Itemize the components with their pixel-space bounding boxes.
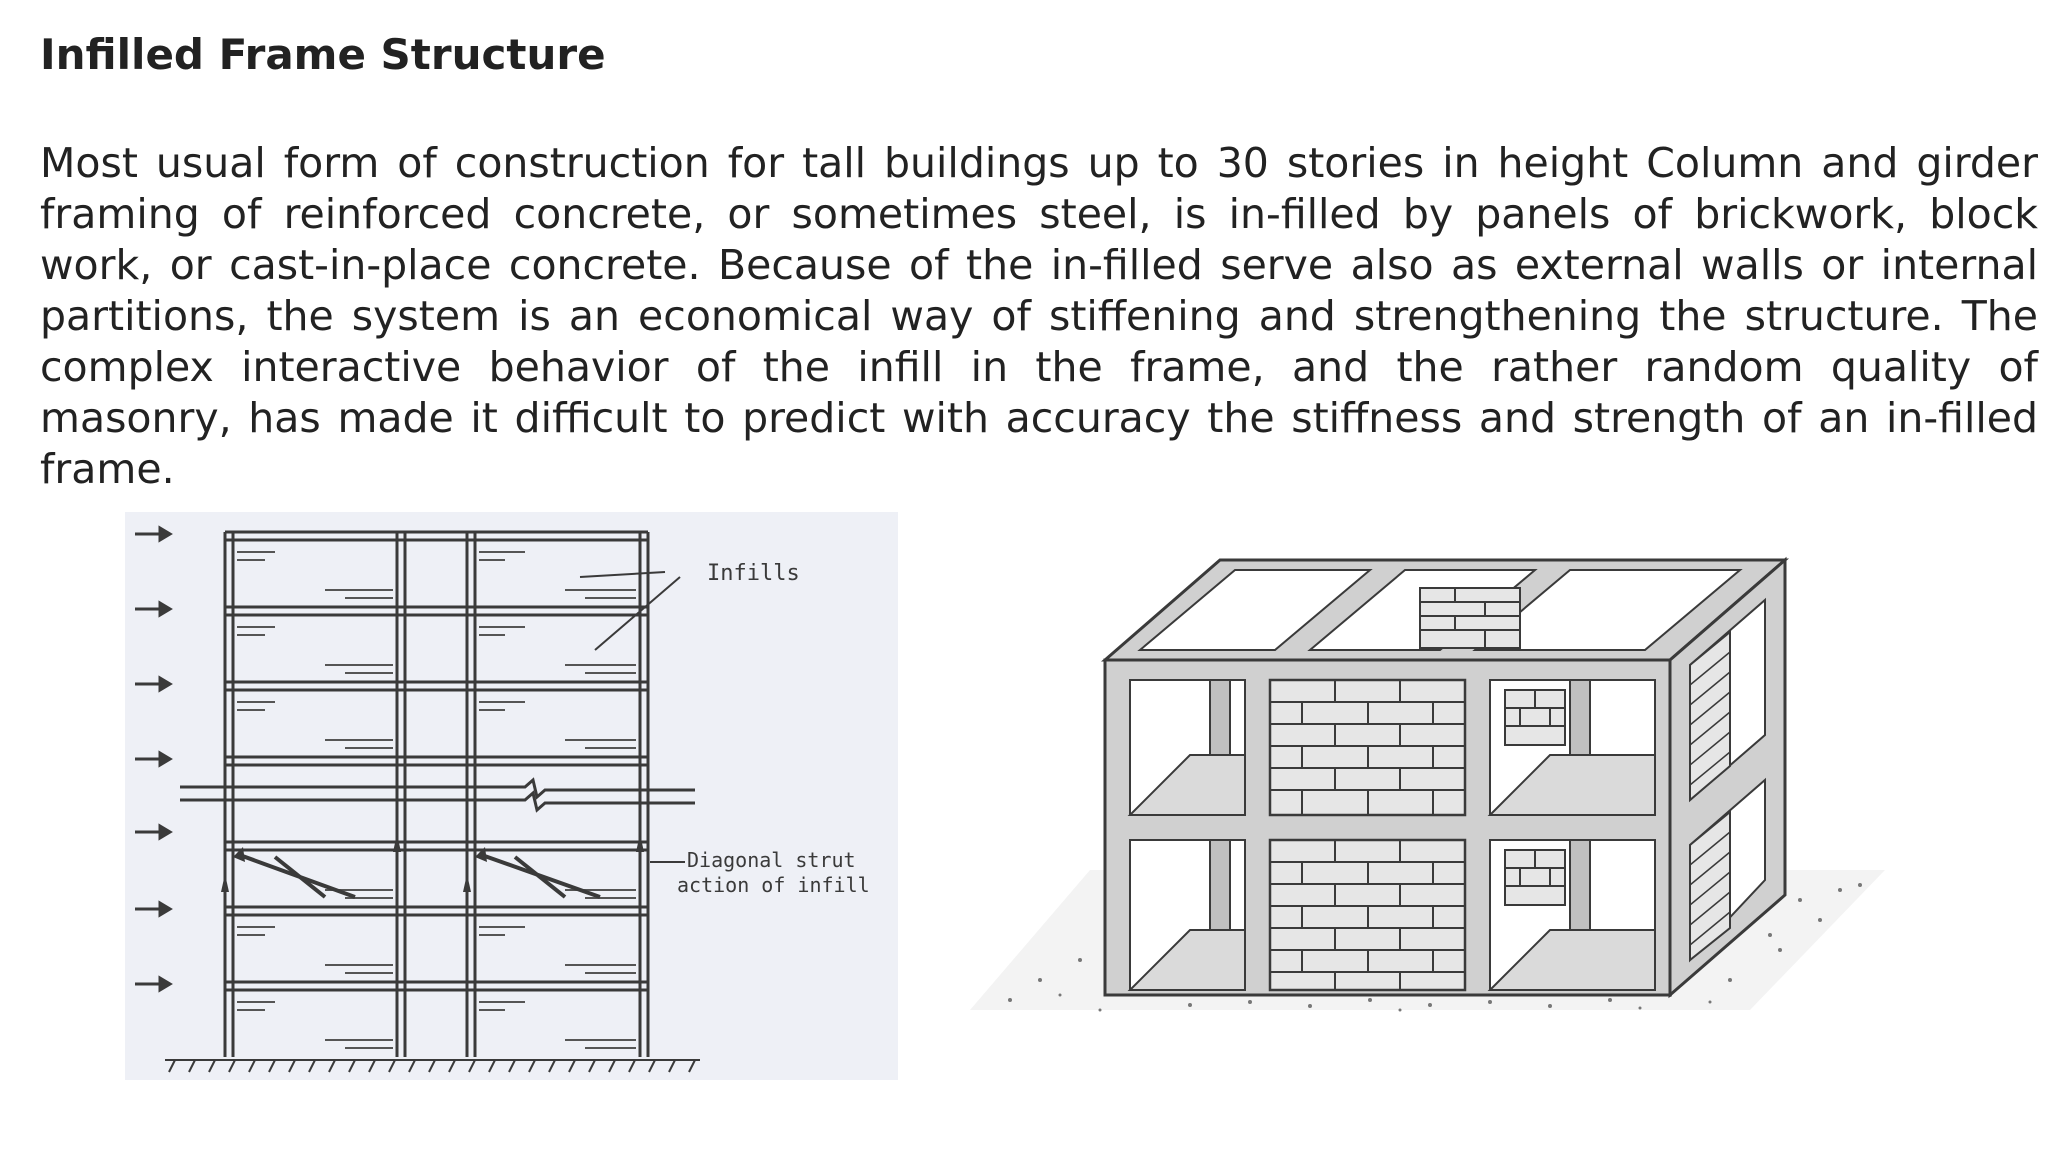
infilled-frame-3d-figure <box>950 540 1890 1020</box>
strut-label-line2: action of infill <box>677 873 870 897</box>
infills-label: Infills <box>707 561 800 586</box>
page-title: Infilled Frame Structure <box>40 30 606 79</box>
body-paragraph: Most usual form of construction for tall buildings up to 30 stories in height Column and girder framing of reinforced concrete, or sometimes steel, is in-filled by panels of brickwork, block work, or cast-in-place concrete. Because of the in-filled serve also as external walls or internal partitions, the system is an economical way of stiffening and strengthening the structure. The complex interactive behavior of the infill in the frame, and the rather random quality of masonry, has made it difficult to predict with accuracy the stiffness and strength of an in-filled frame. <box>40 139 2038 493</box>
infilled-frame-elevation-figure <box>125 512 898 1080</box>
strut-label-line1: Diagonal strut <box>687 848 856 872</box>
